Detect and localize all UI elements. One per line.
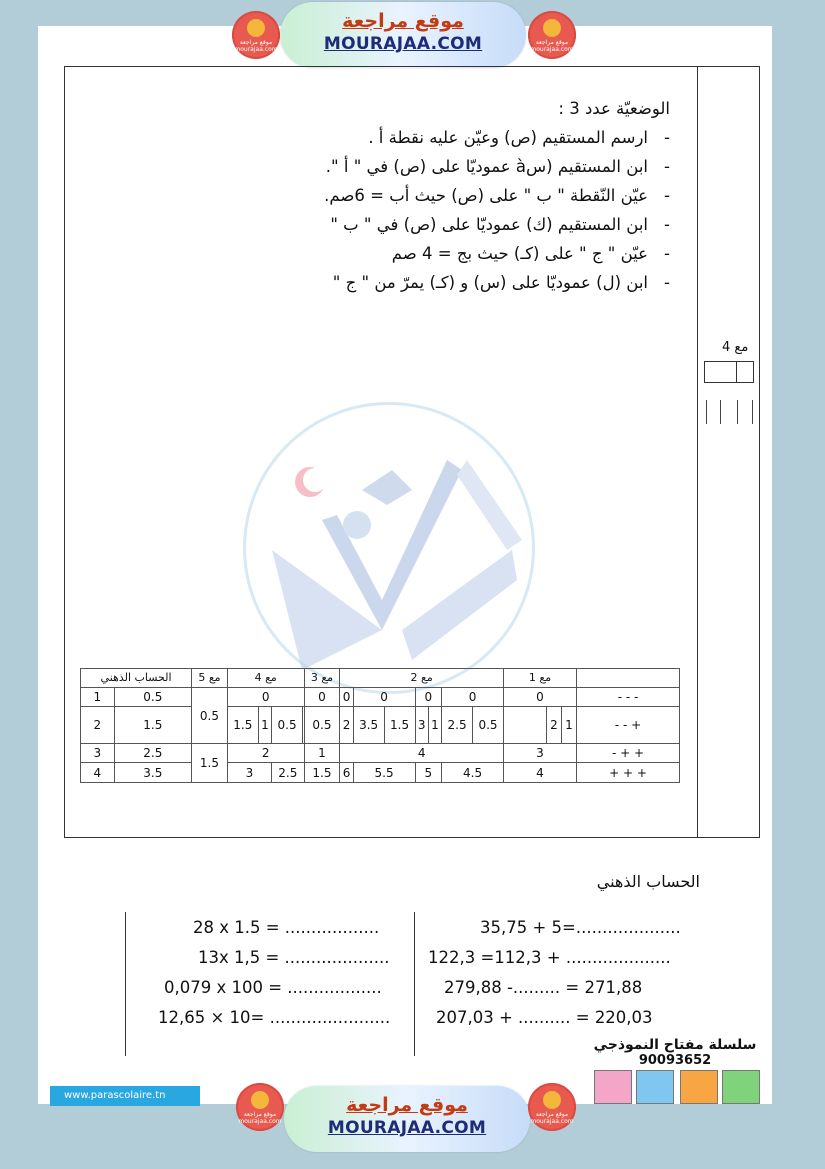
table-cell (303, 707, 305, 744)
column-divider (414, 912, 415, 1056)
table-cell (504, 707, 547, 744)
table-cell: 2.5 (442, 707, 473, 744)
table-cell: 0.5 (114, 688, 192, 707)
table-cell: 0 (504, 688, 577, 707)
table-header: الحساب الذهني (81, 669, 192, 688)
table-header: مع 3 (304, 669, 340, 688)
criterion-score-box[interactable] (704, 361, 754, 383)
banner-latin: MOURAJAA.COM (323, 34, 483, 54)
table-cell: 5.5 (353, 763, 415, 783)
table-cell: + + - (577, 744, 680, 763)
table-cell: 0.5 (304, 707, 340, 744)
table-cell: 1.5 (192, 744, 228, 783)
mental-math-item[interactable]: 122,3 =112,3 + .................... (428, 948, 671, 967)
table-cell: 0 (353, 688, 415, 707)
book-cover (636, 1070, 674, 1104)
logo-icon (247, 19, 265, 37)
table-cell: 1.5 (114, 707, 192, 744)
situation-title: الوضعيّة عدد 3 : (558, 99, 670, 118)
table-cell: 2 (81, 707, 115, 744)
instruction-line: - ابن (ل) عموديّا على (س) و (كـ) يمرّ من " ج " (80, 268, 670, 297)
table-cell: 1 (258, 707, 271, 744)
table-cell: 1 (428, 707, 441, 744)
table-header (577, 669, 680, 688)
footer-url-strip[interactable]: www.parascolaire.tn (50, 1086, 200, 1106)
table-header: مع 5 (192, 669, 228, 688)
table-cell: 2 (227, 744, 304, 763)
score-tick (706, 400, 707, 424)
banner-arabic: موقع مراجعة (346, 1094, 468, 1116)
table-cell: 0 (227, 688, 304, 707)
table-cell: 6 (340, 763, 353, 783)
table-cell: 3 (81, 744, 115, 763)
mental-math-item[interactable]: 207,03 + .......... = 220,03 (436, 1008, 653, 1027)
table-cell: 4.5 (442, 763, 504, 783)
table-cell: 5 (415, 763, 442, 783)
site-banner-bottom[interactable] (284, 1086, 530, 1152)
score-tick (752, 400, 753, 424)
table-cell: 4 (504, 763, 577, 783)
table-cell: 1.5 (384, 707, 415, 744)
mental-math-item[interactable]: 12,65 × 10= ....................... (158, 1008, 391, 1027)
table-cell: 3.5 (353, 707, 384, 744)
instruction-line: - ارسم المستقيم (ص) وعيّن عليه نقطة أ . (80, 123, 670, 152)
table-cell: 3 (415, 707, 428, 744)
table-cell: 2.5 (272, 763, 304, 783)
table-cell: 4 (340, 744, 504, 763)
table-cell: - - - (577, 688, 680, 707)
situation-3 (80, 94, 670, 297)
table-cell: 2 (547, 707, 562, 744)
mental-math-item[interactable]: 279,88 -......... = 271,88 (444, 978, 643, 997)
logo-icon (543, 19, 561, 37)
mental-math-item[interactable]: 28 x 1.5 = .................. (193, 918, 380, 937)
table-cell: 3.5 (114, 763, 192, 783)
book-series-phone: 90093652 (638, 1053, 712, 1068)
table-cell: 3 (504, 744, 577, 763)
table-cell: 1.5 (227, 707, 258, 744)
mental-math-item[interactable]: 13x 1,5 = .................... (198, 948, 390, 967)
site-logo-left[interactable]: موقع مراجعة mourajaa.com (236, 1083, 284, 1131)
book-cover (594, 1070, 632, 1104)
table-cell: 3 (227, 763, 271, 783)
table-cell: 1.5 (304, 763, 340, 783)
score-tick (720, 400, 721, 424)
mental-math-title: الحساب الذهني (596, 872, 700, 891)
book-cover (680, 1070, 718, 1104)
table-cell: + - - (577, 707, 680, 744)
table-cell: 0 (340, 688, 353, 707)
logo-icon (251, 1091, 269, 1109)
table-header: مع 2 (340, 669, 504, 688)
table-cell: 0.5 (473, 707, 504, 744)
table-cell: 0 (304, 688, 340, 707)
book-cover (722, 1070, 760, 1104)
instruction-line: - عيّن النّقطة " ب " على (ص) حيث أب = 6صم. (80, 181, 670, 210)
watermark-book-icon (262, 430, 542, 690)
site-banner-top[interactable] (280, 2, 526, 68)
criteria-column-divider (697, 66, 698, 838)
table-cell: 1 (81, 688, 115, 707)
site-logo-left[interactable]: موقع مراجعة mourajaa.com (232, 11, 280, 59)
column-divider (125, 912, 126, 1056)
table-header: مع 1 (504, 669, 577, 688)
instruction-line: - ابن المستقيم (ك) عموديّا على (ص) في " ب " (80, 210, 670, 239)
table-cell: 2.5 (114, 744, 192, 763)
table-cell: 0 (415, 688, 442, 707)
instruction-line: - ابن المستقيم (سà عموديّا على (ص) في " أ ". (80, 152, 670, 181)
table-cell: 0.5 (272, 707, 303, 744)
table-header: مع 4 (227, 669, 304, 688)
banner-latin: MOURAJAA.COM (327, 1118, 487, 1138)
logo-icon (543, 1091, 561, 1109)
table-cell: 1 (562, 707, 577, 744)
table-cell: 0 (442, 688, 504, 707)
instruction-line: - عيّن " ج " على (كـ) حيث بج = 4 صم (80, 239, 670, 268)
site-logo-right[interactable]: موقع مراجعة mourajaa.com (528, 11, 576, 59)
table-cell: 0.5 (192, 688, 228, 744)
score-tick (737, 400, 738, 424)
table-cell: + + + (577, 763, 680, 783)
table-cell: 2 (340, 707, 353, 744)
banner-arabic: موقع مراجعة (342, 10, 464, 32)
book-series-title: سلسلة مفتاح النموذجي (593, 1037, 757, 1053)
table-cell: 4 (81, 763, 115, 783)
grading-table (80, 668, 680, 783)
criterion-label: مع 4 (722, 340, 749, 355)
site-logo-right[interactable]: موقع مراجعة mourajaa.com (528, 1083, 576, 1131)
mental-math-item[interactable]: 0,079 x 100 = .................. (164, 978, 382, 997)
table-cell: 1 (304, 744, 340, 763)
mental-math-item[interactable]: 35,75 + 5=.................... (480, 918, 681, 937)
